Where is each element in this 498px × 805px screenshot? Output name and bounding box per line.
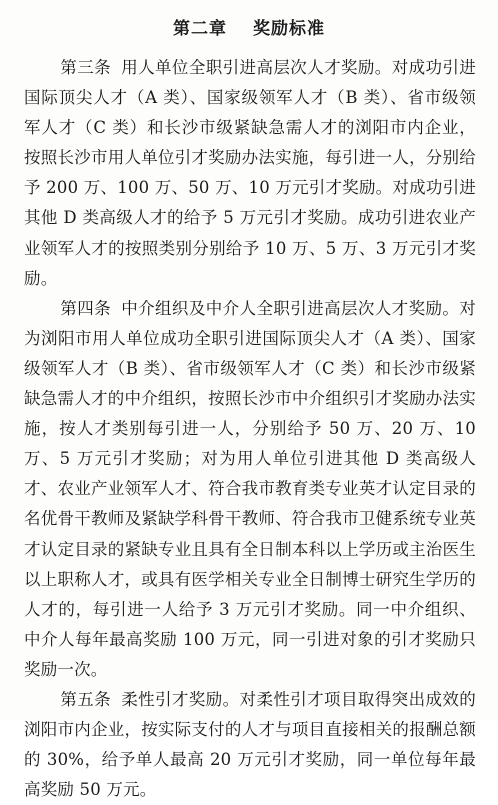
- chapter-heading: [0, 14, 498, 39]
- article-paragraph: [24, 294, 476, 685]
- article-number: 第四条: [60, 298, 112, 318]
- article-text: 对柔性引才项目取得突出成效的浏阳市内企业，按实际支付的人才与项目直接相关的报酬总额的 30%，给予单人最高 20 万元引才奖励，同一单位每年最高奖励 50 万元。: [24, 689, 476, 800]
- article-text: 对成功引进国际顶尖人才（A 类）、国家级领军人才（B 类）、省市级领军人才（C 类）和长沙市级紧缺急需人才的浏阳市内企业，按照长沙市用人单位引才奖励办法实施，每引进一人，分别给予 200 万、100 万、50 万、10 万元引才奖励。对成功引进其他 D 类高级人才的给予 5 万元引才奖励。成功引进农业产业领军人才的按照类别分别给予 10 万、5 万、3 万元引才奖励。: [24, 58, 477, 288]
- document-body: [24, 53, 476, 805]
- article-text: 对为浏阳市用人单位成功全职引进国际顶尖人才（A 类）、国家级领军人才（B 类）、省市级领军人才（C 类）和长沙市级紧缺急需人才的中介组织，按照长沙市中介组织引才奖励办法实施，按人才类别每引进一人，分别给予 50 万、20 万、10 万、5 万元引才奖励；对为用人单位引进其他 D 类高级人才、农业产业领军人才、符合我市教育类专业英才认定目录的名优骨干教师及紧缺学科骨干教师、符合我市卫健系统专业英才认定目录的紧缺专业且具有全日制本科以上学历或主治医生以上职称人才，或具有医学相关专业全日制博士研究生学历的人才的，每引进一人给予 3 万元引才奖励。同一中介组织、中介人每年最高奖励 100 万元，同一引进对象的引才奖励只奖励一次。: [24, 298, 476, 679]
- article-title: 柔性引才奖励。: [121, 689, 240, 709]
- chapter-number: 第二章: [173, 19, 227, 39]
- article-paragraph: [24, 685, 476, 805]
- article-number: 第五条: [60, 689, 112, 709]
- article-number: 第三条: [60, 58, 112, 77]
- article-title: 中介组织及中介人全职引进高层次人才奖励。: [121, 298, 460, 318]
- article-title: 用人单位全职引进高层次人才奖励。: [121, 58, 392, 77]
- article-paragraph: [24, 53, 476, 294]
- chapter-title: 奖励标准: [253, 19, 325, 39]
